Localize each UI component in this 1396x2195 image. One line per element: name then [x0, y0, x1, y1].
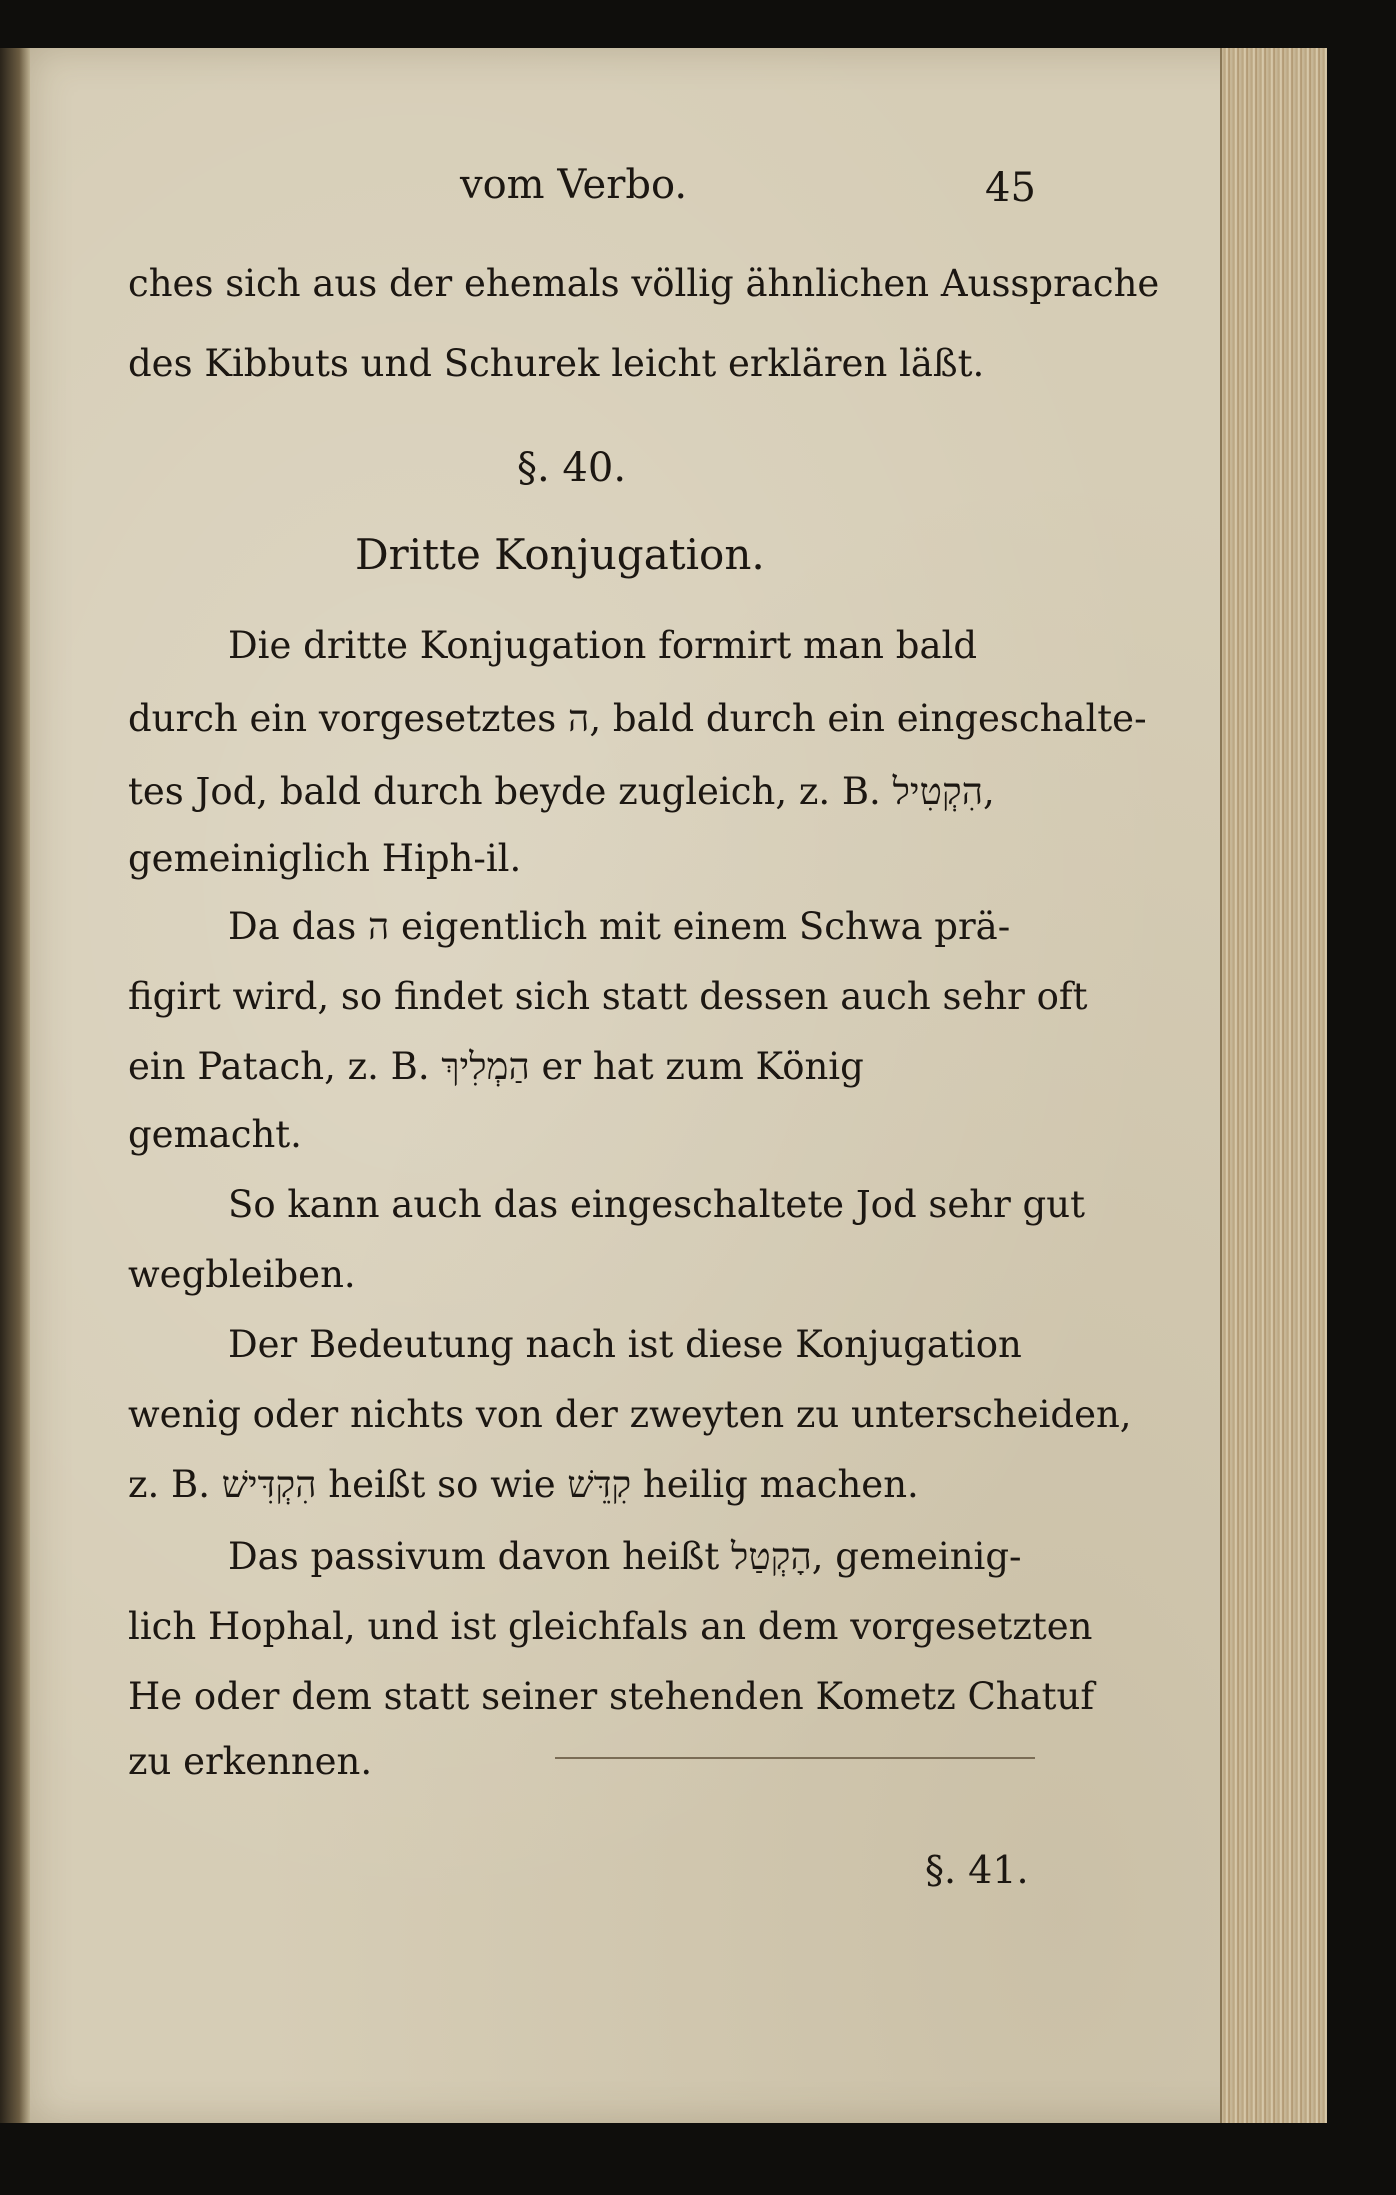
text-line: gemacht.	[128, 1113, 302, 1156]
text-line: lich Hophal, und ist gleichfals an dem vorgesetzten	[128, 1605, 1093, 1648]
text-line: Das passivum davon heißt הָקְטַל, gemeinig-	[228, 1535, 1022, 1578]
book-gutter	[0, 48, 32, 2123]
catchword: §. 41.	[925, 1848, 1029, 1892]
text-line: z. B. הִקְדִּישׁ heißt so wie קִדֵּשׁ heilig machen.	[128, 1463, 919, 1506]
text-line: durch ein vorgesetztes ה, bald durch ein eingeschalte-	[128, 697, 1147, 740]
section-number: §. 40.	[517, 445, 627, 491]
divider-rule	[555, 1757, 1035, 1759]
text-line: He oder dem statt seiner stehenden Kometz Chatuf	[128, 1675, 1095, 1718]
section-heading: Dritte Konjugation.	[355, 530, 765, 579]
running-title: vom Verbo.	[460, 162, 688, 208]
text-line: des Kibbuts und Schurek leicht erklären läßt.	[128, 342, 985, 385]
text-line: ches sich aus der ehemals völlig ähnlichen Aussprache	[128, 262, 1160, 305]
text-line: Da das ה eigentlich mit einem Schwa prä-	[228, 905, 1011, 948]
page-edges	[1220, 48, 1327, 2123]
text-line: So kann auch das eingeschaltete Jod sehr gut	[228, 1183, 1085, 1226]
text-line: Der Bedeutung nach ist diese Konjugation	[228, 1323, 1022, 1366]
text-line: ein Patach, z. B. הַמְלִיךְ er hat zum König	[128, 1045, 864, 1088]
text-line: zu erkennen.	[128, 1740, 373, 1783]
text-line: wenig oder nichts von der zweyten zu unterscheiden,	[128, 1393, 1132, 1436]
text-line: gemeiniglich Hiph-il.	[128, 837, 522, 880]
text-line: tes Jod, bald durch beyde zugleich, z. B. הִקְטִיל,	[128, 770, 995, 813]
text-line: Die dritte Konjugation formirt man bald	[228, 624, 978, 667]
text-line: wegbleiben.	[128, 1253, 356, 1296]
page-number: 45	[985, 165, 1036, 211]
text-line: figirt wird, so findet sich statt dessen auch sehr oft	[128, 975, 1088, 1018]
